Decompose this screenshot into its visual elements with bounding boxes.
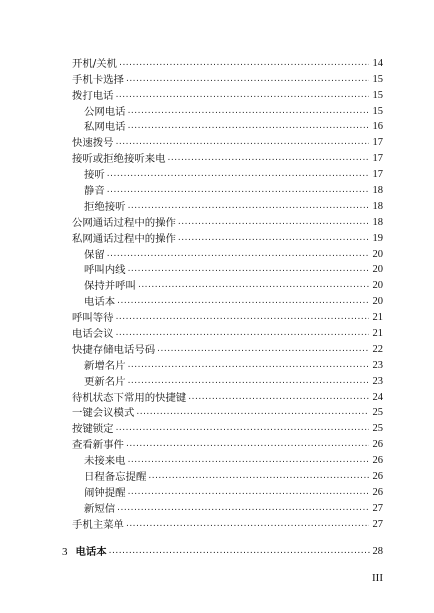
toc-entry-label: 接听或拒绝接听来电 bbox=[72, 153, 166, 166]
toc-entry-label: 闹钟提醒 bbox=[84, 486, 126, 499]
toc-entry-label: 私网电话 bbox=[84, 121, 126, 134]
toc-entry-label: 新短信 bbox=[84, 502, 116, 515]
toc-entry[interactable] bbox=[72, 246, 383, 262]
toc-entry[interactable] bbox=[72, 468, 383, 484]
toc-entry[interactable] bbox=[72, 71, 383, 87]
toc-entry-page-number: 20 bbox=[372, 248, 383, 260]
dot-leader bbox=[188, 390, 369, 404]
toc-entry-page-number: 20 bbox=[372, 264, 383, 276]
toc-entry-label: 日程备忘提醒 bbox=[84, 471, 147, 484]
toc-entry-label: 静音 bbox=[84, 185, 105, 198]
table-of-contents bbox=[72, 55, 383, 532]
dot-leader bbox=[116, 135, 369, 149]
chapter-title: 电话本 bbox=[75, 546, 107, 558]
page-folio: III bbox=[372, 572, 383, 584]
dot-leader bbox=[107, 167, 369, 181]
dot-leader bbox=[116, 421, 369, 435]
toc-entry-page-number: 26 bbox=[372, 455, 383, 467]
toc-entry-label: 拒绝接听 bbox=[84, 200, 126, 213]
dot-leader bbox=[128, 453, 369, 467]
toc-entry-page-number: 18 bbox=[372, 185, 383, 197]
dot-leader bbox=[117, 294, 369, 308]
toc-entry[interactable] bbox=[72, 198, 383, 214]
toc-entry[interactable] bbox=[72, 262, 383, 278]
toc-entry-page-number: 16 bbox=[372, 121, 383, 133]
toc-entry[interactable] bbox=[72, 230, 383, 246]
toc-entry-page-number: 17 bbox=[372, 169, 383, 181]
toc-chapter-entry[interactable] bbox=[62, 543, 383, 559]
toc-entry-page-number: 21 bbox=[372, 328, 383, 340]
toc-entry[interactable] bbox=[72, 103, 383, 119]
toc-entry-label: 更新名片 bbox=[84, 375, 126, 388]
dot-leader bbox=[128, 104, 369, 118]
toc-entry-page-number: 26 bbox=[372, 439, 383, 451]
toc-entry-page-number: 15 bbox=[372, 89, 383, 101]
toc-entry[interactable] bbox=[72, 516, 383, 532]
dot-leader bbox=[128, 199, 369, 213]
toc-entry-label: 电话本 bbox=[84, 296, 116, 309]
dot-leader bbox=[126, 437, 369, 451]
toc-entry-page-number: 17 bbox=[372, 137, 383, 149]
toc-entry-page-number: 15 bbox=[372, 105, 383, 117]
toc-entry[interactable] bbox=[72, 134, 383, 150]
toc-entry-page-number: 27 bbox=[372, 518, 383, 530]
toc-entry-label: 待机状态下常用的快捷键 bbox=[72, 391, 187, 404]
toc-entry-label: 快捷存储电话号码 bbox=[72, 343, 156, 356]
toc-entry[interactable] bbox=[72, 325, 383, 341]
toc-entry[interactable] bbox=[72, 452, 383, 468]
toc-entry-page-number: 20 bbox=[372, 296, 383, 308]
dot-leader bbox=[128, 485, 369, 499]
dot-leader bbox=[128, 119, 369, 133]
dot-leader bbox=[136, 405, 369, 419]
dot-leader bbox=[107, 247, 369, 261]
toc-entry-label: 电话会议 bbox=[72, 328, 114, 341]
dot-leader bbox=[119, 56, 369, 70]
dot-leader bbox=[126, 517, 369, 531]
toc-entry[interactable] bbox=[72, 341, 383, 357]
dot-leader bbox=[128, 358, 369, 372]
dot-leader bbox=[168, 151, 369, 165]
toc-entry[interactable] bbox=[72, 150, 383, 166]
toc-entry[interactable] bbox=[72, 309, 383, 325]
toc-entry-page-number: 19 bbox=[372, 232, 383, 244]
toc-entry[interactable] bbox=[72, 500, 383, 516]
toc-entry-label: 手机主菜单 bbox=[72, 518, 124, 531]
dot-leader bbox=[126, 72, 369, 86]
dot-leader bbox=[128, 374, 369, 388]
dot-leader bbox=[138, 278, 369, 292]
toc-entry-label: 拨打电话 bbox=[72, 89, 114, 102]
toc-entry-label: 呼叫内线 bbox=[84, 264, 126, 277]
toc-entry-label: 保持并呼叫 bbox=[84, 280, 136, 293]
toc-entry[interactable] bbox=[72, 420, 383, 436]
toc-entry[interactable] bbox=[72, 436, 383, 452]
toc-entry-page-number: 24 bbox=[372, 391, 383, 403]
toc-entry-label: 查看新事件 bbox=[72, 439, 124, 452]
toc-entry-page-number: 17 bbox=[372, 153, 383, 165]
toc-entry[interactable] bbox=[72, 405, 383, 421]
toc-entry[interactable] bbox=[72, 55, 383, 71]
toc-entry-page-number: 21 bbox=[372, 312, 383, 324]
toc-entry-label: 公网通话过程中的操作 bbox=[72, 216, 176, 229]
toc-entry-page-number: 25 bbox=[372, 407, 383, 419]
chapter-page-number: 28 bbox=[372, 546, 383, 557]
toc-entry-label: 手机卡选择 bbox=[72, 73, 124, 86]
toc-entry[interactable] bbox=[72, 293, 383, 309]
toc-entry[interactable] bbox=[72, 484, 383, 500]
toc-entry[interactable] bbox=[72, 373, 383, 389]
dot-leader bbox=[178, 231, 369, 245]
toc-entry-page-number: 27 bbox=[372, 502, 383, 514]
toc-entry-label: 快速拨号 bbox=[72, 137, 114, 150]
toc-entry[interactable] bbox=[72, 182, 383, 198]
toc-entry-label: 私网通话过程中的操作 bbox=[72, 232, 176, 245]
toc-entry[interactable] bbox=[72, 357, 383, 373]
dot-leader bbox=[109, 544, 371, 558]
toc-entry-label: 按键锁定 bbox=[72, 423, 114, 436]
dot-leader bbox=[116, 88, 369, 102]
toc-entry[interactable] bbox=[72, 87, 383, 103]
toc-entry-page-number: 25 bbox=[372, 423, 383, 435]
toc-entry-page-number: 18 bbox=[372, 216, 383, 228]
toc-entry[interactable] bbox=[72, 389, 383, 405]
toc-entry-page-number: 14 bbox=[372, 57, 383, 69]
toc-entry-page-number: 22 bbox=[372, 343, 383, 355]
toc-entry-label: 公网电话 bbox=[84, 105, 126, 118]
toc-entry-page-number: 18 bbox=[372, 200, 383, 212]
toc-entry-label: 开机/关机 bbox=[72, 57, 118, 70]
toc-entry-label: 未接来电 bbox=[84, 455, 126, 468]
toc-entry-page-number: 23 bbox=[372, 375, 383, 387]
toc-entry[interactable] bbox=[72, 277, 383, 293]
toc-entry-page-number: 23 bbox=[372, 359, 383, 371]
toc-entry-label: 呼叫等待 bbox=[72, 312, 114, 325]
dot-leader bbox=[116, 310, 369, 324]
toc-entry-label: 新增名片 bbox=[84, 359, 126, 372]
toc-entry-page-number: 20 bbox=[372, 280, 383, 292]
toc-entry-page-number: 26 bbox=[372, 471, 383, 483]
dot-leader bbox=[148, 469, 369, 483]
dot-leader bbox=[157, 342, 369, 356]
dot-leader bbox=[107, 183, 369, 197]
dot-leader bbox=[128, 262, 369, 276]
toc-entry[interactable] bbox=[72, 214, 383, 230]
toc-entry-label: 一键会议模式 bbox=[72, 407, 135, 420]
toc-entry-page-number: 15 bbox=[372, 73, 383, 85]
dot-leader bbox=[116, 326, 369, 340]
toc-entry-page-number: 26 bbox=[372, 486, 383, 498]
dot-leader bbox=[117, 501, 369, 515]
chapter-number: 3 bbox=[62, 546, 68, 558]
dot-leader bbox=[178, 215, 369, 229]
toc-entry[interactable] bbox=[72, 119, 383, 135]
toc-entry[interactable] bbox=[72, 166, 383, 182]
toc-entry-label: 接听 bbox=[84, 169, 105, 182]
toc-entry-label: 保留 bbox=[84, 248, 105, 261]
